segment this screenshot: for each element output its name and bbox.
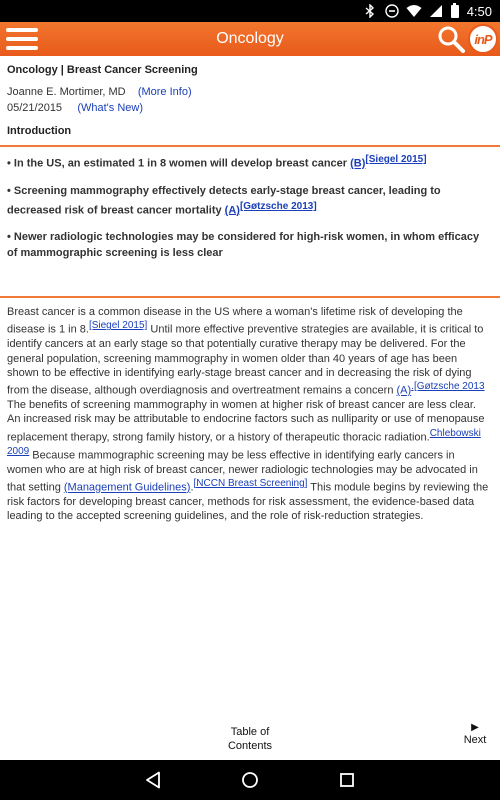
status-bar [0,0,500,22]
grade-link[interactable]: (A) [396,384,412,397]
app-logo[interactable]: inP [468,24,498,54]
date-row [7,102,143,114]
reference-link[interactable]: [Siegel 2015] [365,154,427,165]
reference-link[interactable]: [NCCN Breast Screening] [193,477,308,489]
system-nav-bar [0,760,500,800]
app-title: Oncology [216,30,284,47]
key-points-list [7,152,491,272]
next-button[interactable] [458,722,492,746]
key-point: • In the US, an estimated 1 in 8 women will develop breast cancer (B)[Siegel 2015] [7,154,427,170]
minus-circle-icon [383,2,401,20]
section-heading: Introduction [7,125,72,137]
reference-link[interactable]: Chlebowski 2009 [7,427,481,457]
recents-icon[interactable] [336,769,358,791]
home-icon[interactable] [239,769,261,791]
author-name: Joanne E. Mortimer, MD [7,86,126,98]
app-bar [0,22,500,56]
more-info-link[interactable]: (More Info) [137,86,192,98]
key-point: • Newer radiologic technologies may be considered for high-risk women, in whom efficacy of mammographic screening is less clear [7,231,480,260]
reference-link[interactable]: [Gøtzsche 2013] [239,200,317,212]
clock: 4:50 [466,3,492,19]
author-row [7,86,192,98]
reference-link[interactable]: [Siegel 2015] [88,320,148,332]
wifi-icon [405,2,423,20]
divider-top [0,145,500,147]
key-point: • Screening mammography effectively detects early-stage breast cancer, leading to decreased risk of breast cancer mortality (A)[Gøtzsche 2013] [7,184,441,217]
menu-icon[interactable] [6,25,38,53]
grade-link[interactable]: (A) [224,204,240,217]
publish-date: 05/21/2015 [7,102,63,114]
back-icon[interactable] [142,769,164,791]
cellular-signal-icon [427,2,445,20]
next-label: Next [463,734,487,746]
whats-new-link[interactable]: (What's New) [77,102,144,114]
page-title: Oncology | Breast Cancer Screening [7,64,198,76]
battery-icon [451,5,459,18]
body-paragraph: Breast cancer is a common disease in the US where a woman's lifetime risk of developing the disease is 1 in 8.[Siegel 2015] Until more effective preventive strategies are available, it is critical to identify cancers at an early stage so that potentially curative therapy may be delivered. For the general population, screening mammography in women older than 40 years of age has been shown to be effective in identifying early-stage breast cancer and in decreasing the risk of dying from the disease, although overdiagnosis and overtreatment remains a concern $(A)^{.[Gøtzsche 2013}$ The benefits of screening mammography in women at higher risk of breast cancer are less clear. An increased risk may be attributable to endocrine factors such as nulliparity or use of menopause replacement therapy, strong family history, or a history of therapeutic thoracic radiation.$^{Chlebowski 2009}$ Because mammographic screening may be less effective in identifying early cancers in women who are at high risk of breast cancer, newer radiologic technologies may be advocated in that setting (Management Guidelines).[NCCN Breast Screening] This module begins by reviewing the risk factors for developing breast cancer, methods for risk assessment, the evidence-based data leading to the accepted screening guidelines, and the role of risk-reduction strategies. [7,306,489,523]
reference-link[interactable]: .[Gøtzsche 2013 [411,381,485,393]
search-icon[interactable] [436,24,466,54]
divider-bottom [0,296,500,298]
management-guidelines-link[interactable]: (Management Guidelines) [63,481,191,494]
table-of-contents-button[interactable]: Table of Contents [227,726,273,752]
play-arrow-icon: ▶ [471,722,479,733]
grade-link[interactable]: (B) [350,157,366,170]
bluetooth-icon [361,2,379,20]
